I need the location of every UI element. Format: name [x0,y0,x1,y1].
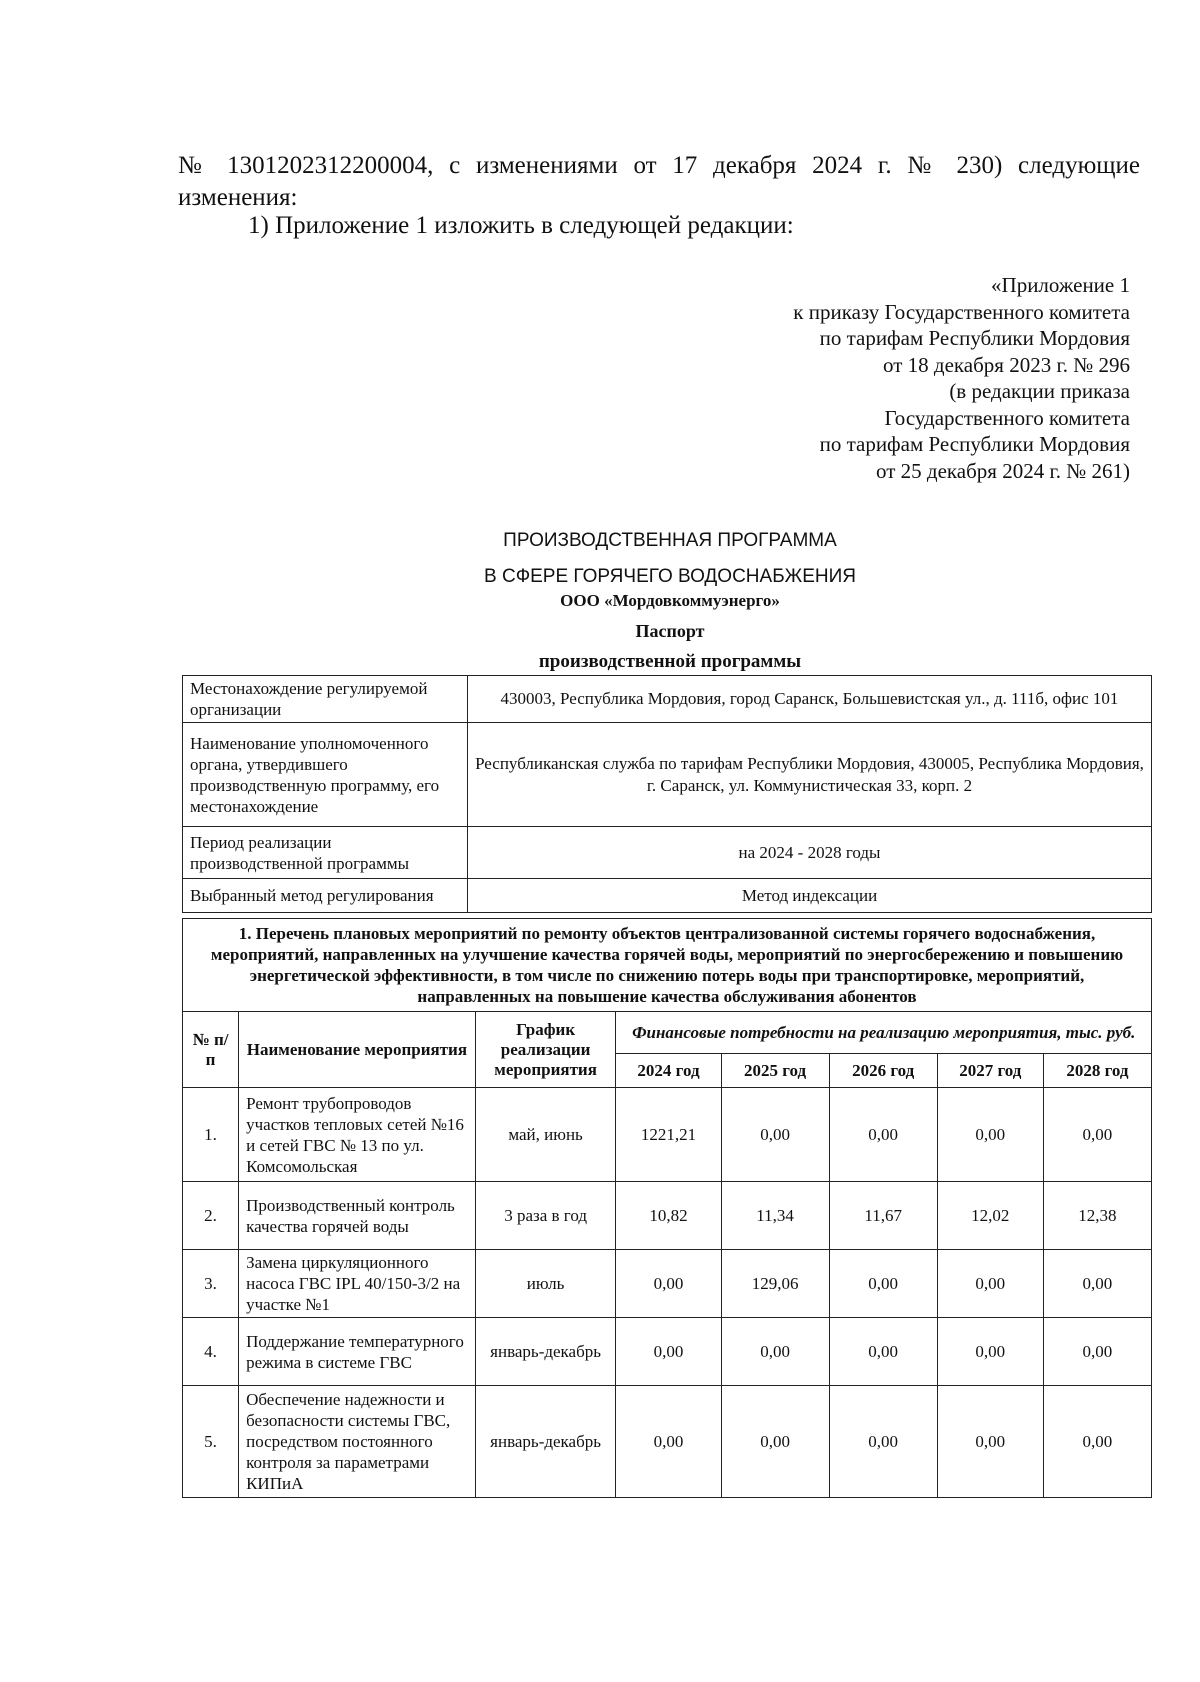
row-value: 0,00 [1043,1088,1151,1182]
passport-label: Выбранный метод регулирования [183,879,468,913]
section-title-row [183,919,1152,1012]
passport-row [183,827,1152,879]
header-year: 2025 год [721,1054,829,1088]
row-value: 0,00 [616,1250,721,1318]
row-name: Ремонт трубопроводов участков тепловых сетей №16 и сетей ГВС № 13 по ул. Комсомольская [239,1088,476,1182]
program-title: ПРОИЗВОДСТВЕННАЯ ПРОГРАММА [503,530,837,551]
header-finance: Финансовые потребности на реализацию мероприятия, тыс. руб. [616,1012,1152,1054]
row-num: 3. [183,1250,239,1318]
appendix-line: от 18 декабря 2023 г. № 296 [883,352,1130,377]
row-value: 0,00 [829,1088,937,1182]
table-row [183,1182,1152,1250]
header-name: Наименование мероприятия [239,1012,476,1088]
header-year: 2026 год [829,1054,937,1088]
row-num: 2. [183,1182,239,1250]
row-schedule: июль [475,1250,616,1318]
row-num: 5. [183,1386,239,1498]
header-schedule: График реализации мероприятия [475,1012,616,1088]
row-value: 0,00 [937,1250,1043,1318]
events-table [182,918,1152,1498]
row-value: 0,00 [616,1318,721,1386]
table-row [183,1318,1152,1386]
appendix-line: (в редакции приказа [949,379,1130,403]
appendix-line: к приказу Государственного комитета [793,299,1130,324]
passport-table [182,675,1152,913]
appendix-line: от 25 декабря 2024 г. № 261) [876,458,1130,483]
row-name: Поддержание температурного режима в системе ГВС [239,1318,476,1386]
row-value: 0,00 [721,1386,829,1498]
appendix-line: по тарифам Республики Мордовия [819,432,1130,456]
row-value: 12,38 [1043,1182,1151,1250]
row-value: 11,34 [721,1182,829,1250]
passport-subtitle: производственной программы [538,651,802,672]
row-value: 129,06 [721,1250,829,1318]
passport-value: Республиканская служба по тарифам Республики Мордовия, 430005, Республика Мордовия, г. Саранск, ул. Коммунистическая 33, корп. 2 [468,723,1152,827]
passport-value: 430003, Республика Мордовия, город Саранск, Большевистская ул., д. 111б, офис 101 [468,676,1152,723]
row-value: 0,00 [721,1088,829,1182]
header-row [183,1012,1152,1054]
table-row [183,1250,1152,1318]
row-value: 0,00 [937,1386,1043,1498]
row-num: 4. [183,1318,239,1386]
section-title: 1. Перечень плановых мероприятий по ремонту объектов централизованной системы горячего водоснабжения, мероприятий, направленных на улучшение качества горячей воды, мероприятий по энергосбережению и повышению энергетической эффективности, в том числе по снижению потерь воды при транспортировке, мероприятий, направленных на повышение качества обслуживания абонентов [183,919,1152,1012]
passport-label: Наименование уполномоченного органа, утвердившего производственную программу, его местонахождение [183,723,468,827]
row-num: 1. [183,1088,239,1182]
row-schedule: 3 раза в год [475,1182,616,1250]
row-value: 0,00 [1043,1250,1151,1318]
header-year: 2028 год [1043,1054,1151,1088]
appendix-line: «Приложение 1 [991,273,1130,297]
passport-title: Паспорт [635,621,705,641]
row-schedule: январь-декабрь [475,1386,616,1498]
intro-item: 1) Приложение 1 изложить в следующей редакции: [248,212,794,239]
passport-value: Метод индексации [468,879,1152,913]
passport-label: Период реализации производственной программы [183,827,468,879]
passport-row [183,879,1152,913]
row-value: 0,00 [616,1386,721,1498]
row-value: 12,02 [937,1182,1043,1250]
row-value: 0,00 [829,1318,937,1386]
row-value: 1221,21 [616,1088,721,1182]
row-value: 0,00 [937,1318,1043,1386]
row-value: 10,82 [616,1182,721,1250]
row-schedule: май, июнь [475,1088,616,1182]
row-value: 0,00 [937,1088,1043,1182]
header-num: № п/п [183,1012,239,1088]
row-value: 0,00 [829,1386,937,1498]
passport-label: Местонахождение регулируемой организации [183,676,468,723]
passport-row [183,723,1152,827]
row-value: 0,00 [1043,1318,1151,1386]
appendix-header [793,272,1130,484]
appendix-line: Государственного комитета [884,405,1130,430]
appendix-line: по тарифам Республики Мордовия [819,326,1130,350]
passport-row [183,676,1152,723]
row-schedule: январь-декабрь [475,1318,616,1386]
row-value: 0,00 [721,1318,829,1386]
row-name: Обеспечение надежности и безопасности системы ГВС, посредством постоянного контроля за параметрами КИПиА [239,1386,476,1498]
row-value: 0,00 [1043,1386,1151,1498]
row-name: Производственный контроль качества горячей воды [239,1182,476,1250]
table-row [183,1088,1152,1182]
row-value: 11,67 [829,1182,937,1250]
passport-value: на 2024 - 2028 годы [468,827,1152,879]
table-row [183,1386,1152,1498]
program-subtitle: В СФЕРЕ ГОРЯЧЕГО ВОДОСНАБЖЕНИЯ [484,566,856,587]
row-name: Замена циркуляционного насоса ГВС IPL 40/150-3/2 на участке №1 [239,1250,476,1318]
intro-paragraph: № 1301202312200004, с изменениями от 17 декабря 2024 г. № 230) следующие изменения: [178,152,1140,211]
row-value: 0,00 [829,1250,937,1318]
organization-name: ООО «Мордовкоммуэнерго» [560,591,780,610]
header-year: 2024 год [616,1054,721,1088]
header-year: 2027 год [937,1054,1043,1088]
